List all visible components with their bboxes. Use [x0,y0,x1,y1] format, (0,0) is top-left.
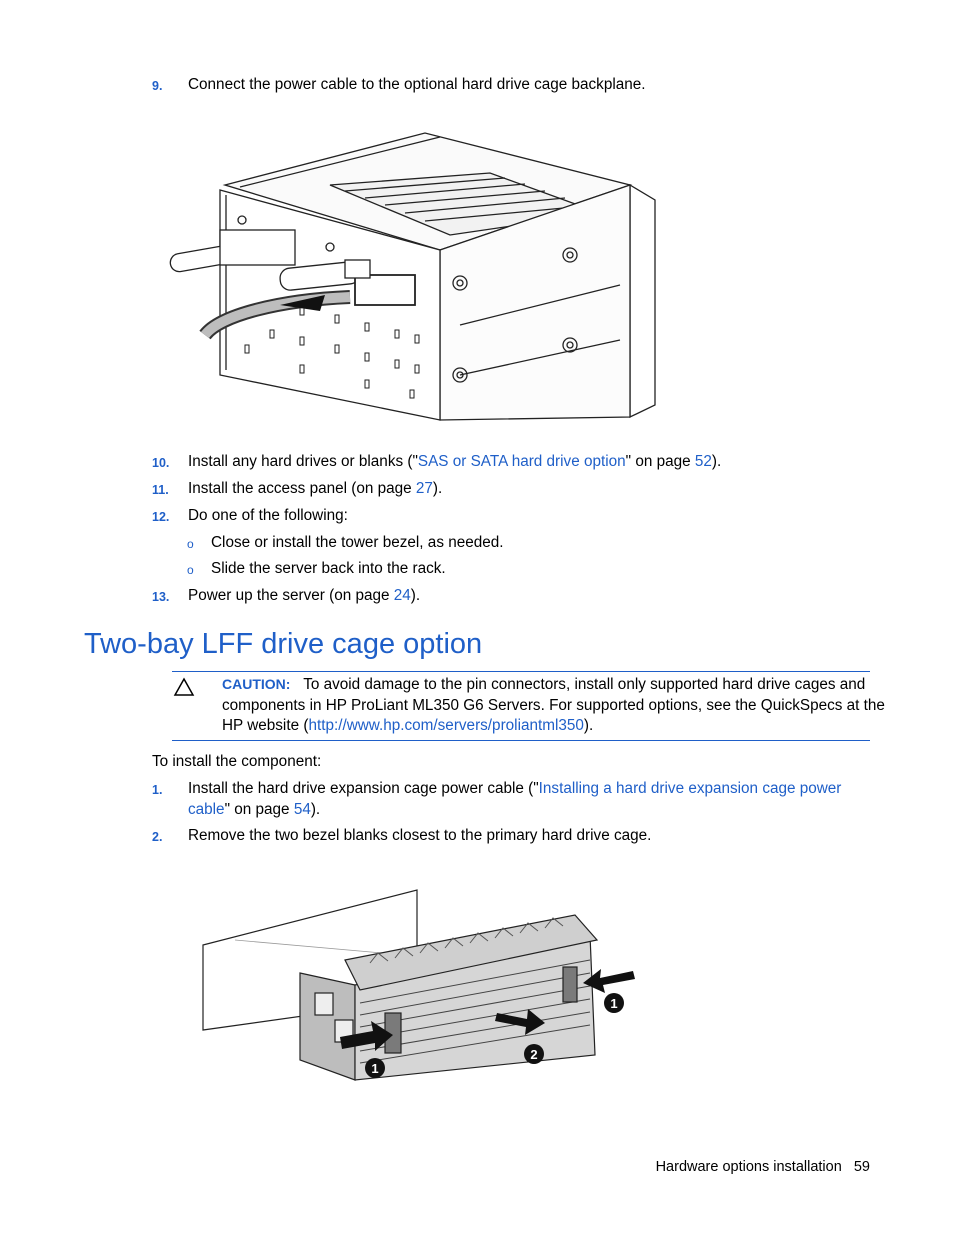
svg-text:1: 1 [371,1061,379,1076]
step-text: Do one of the following: [188,507,348,524]
bezel-blank-removal-illustration [195,885,645,1090]
hard-drive-cage-illustration [160,125,660,425]
step-text: Power up the server (on page 24). [188,587,421,604]
bullet-marker: o [187,563,194,577]
page-link[interactable]: 52 [694,453,712,470]
cross-reference-link[interactable]: cable [188,801,225,818]
caution-text: components in HP ProLiant ML350 G6 Servers. For supported options, see the QuickSpecs at the [222,697,885,714]
caution-label: CAUTION: [222,676,291,692]
svg-text:2: 2 [530,1047,538,1062]
bullet-text: Slide the server back into the rack. [211,560,446,577]
step-number: 13. [152,590,170,604]
page-link[interactable]: 27 [415,480,433,497]
bullet-text: Close or install the tower bezel, as needed. [211,534,504,551]
footer-section: Hardware options installation [655,1159,842,1175]
step-number: 12. [152,510,170,524]
step-number: 1. [152,783,163,797]
svg-text:1: 1 [610,996,618,1011]
callout-1-bottom [365,1058,385,1078]
page-link[interactable]: 24 [393,587,411,604]
step-number: 2. [152,830,163,844]
caution-text: HP website (http://www.hp.com/servers/proliantml350). [222,717,594,734]
caution-text: CAUTION: To avoid damage to the pin connectors, install only supported hard drive cages and [222,676,866,693]
page-number: 59 [853,1159,870,1175]
bullet-marker: o [187,537,194,551]
intro-text: To install the component: [152,753,322,770]
step-text: Install the access panel (on page 27). [188,480,443,497]
step-text: cable" on page 54). [188,801,321,818]
step-number: 9. [152,79,163,93]
callout-1-right [604,993,624,1013]
step-text: Install any hard drives or blanks ("SAS or SATA hard drive option" on page 52). [188,453,722,470]
step-number: 11. [152,483,169,497]
cross-reference-link[interactable]: SAS or SATA hard drive option [417,453,626,470]
website-link[interactable]: http://www.hp.com/servers/proliantml350 [308,717,584,734]
step-text: Install the hard drive expansion cage power cable ("Installing a hard drive expansion cage power [188,780,842,797]
callout-2 [524,1044,544,1064]
caution-triangle-icon [173,677,195,697]
section-heading: Two-bay LFF drive cage option [84,628,483,660]
step-number: 10. [152,456,170,470]
step-text: Remove the two bezel blanks closest to the primary hard drive cage. [188,827,652,844]
page-footer [656,1159,870,1175]
step-text: Connect the power cable to the optional hard drive cage backplane. [188,76,646,93]
cross-reference-link[interactable]: Installing a hard drive expansion cage power [538,780,842,797]
page-link[interactable]: 54 [293,801,311,818]
